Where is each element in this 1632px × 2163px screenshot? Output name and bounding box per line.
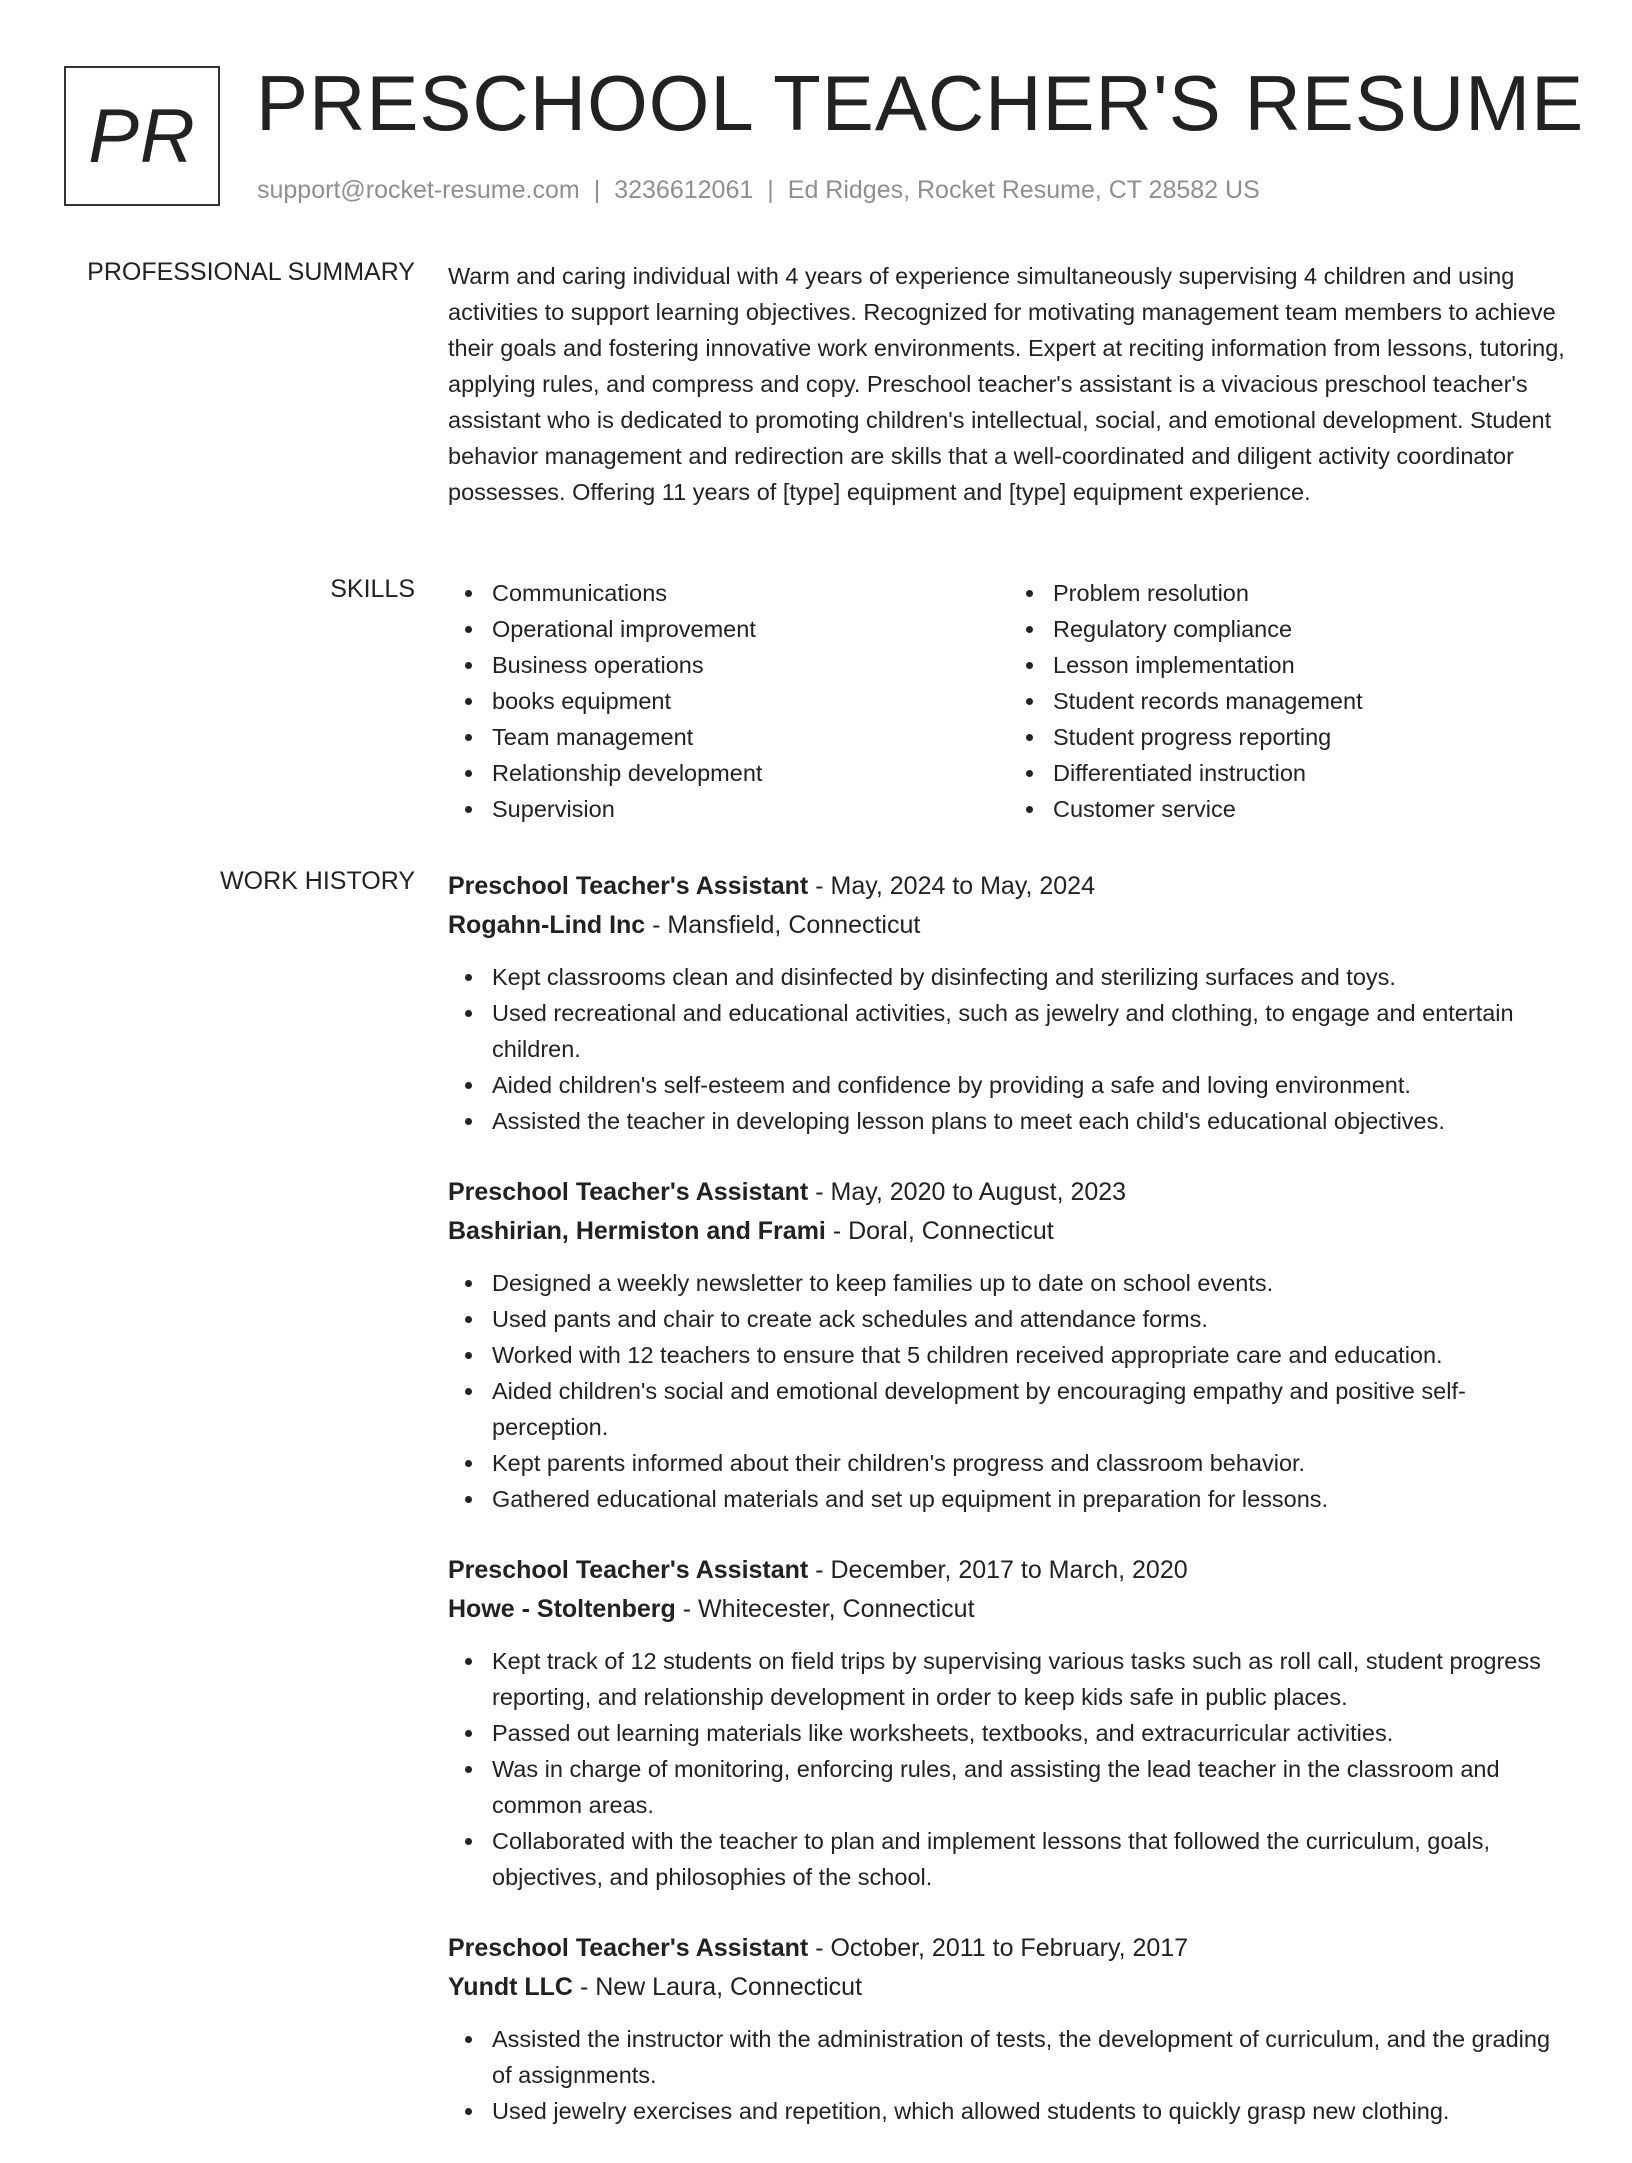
job-title-line <box>448 1551 1570 1590</box>
job-location: - Doral, Connecticut <box>832 1217 1054 1245</box>
skills-body <box>448 575 1570 827</box>
job-bullet: Was in charge of monitoring, enforcing rules, and assisting the lead teacher in the classroom and common areas. <box>492 1751 1570 1823</box>
job-bullet: Kept track of 12 students on field trips by supervising various tasks such as roll call, student progress reporting, and relationship development in order to keep kids safe in public places. <box>492 1643 1570 1715</box>
job-company-line <box>448 906 1570 945</box>
job-bullet-list <box>448 1643 1570 1895</box>
skill-item: Differentiated instruction <box>1053 755 1570 791</box>
job-bullet: Used recreational and educational activities, such as jewelry and clothing, to engage and entertain children. <box>492 995 1570 1067</box>
job-bullet: Kept classrooms clean and disinfected by disinfecting and sterilizing surfaces and toys. <box>492 959 1570 995</box>
job-title: Preschool Teacher's Assistant <box>448 872 809 900</box>
job-bullet: Gathered educational materials and set up equipment in preparation for lessons. <box>492 1481 1570 1517</box>
job-title: Preschool Teacher's Assistant <box>448 1556 809 1584</box>
skill-item: Lesson implementation <box>1053 647 1570 683</box>
job-company: Rogahn-Lind Inc <box>448 911 646 939</box>
job-bullet: Aided children's social and emotional development by encouraging empathy and positive self-perception. <box>492 1373 1570 1445</box>
job-title-line <box>448 1929 1570 1968</box>
job-bullet: Worked with 12 teachers to ensure that 5 children received appropriate care and education. <box>492 1337 1570 1373</box>
job-dates: - May, 2020 to August, 2023 <box>815 1178 1127 1206</box>
job-company-line <box>448 1968 1570 2007</box>
job-entry <box>448 1173 1570 1517</box>
job-entry <box>448 1551 1570 1895</box>
skills-list-left <box>448 575 1009 827</box>
job-bullet: Assisted the instructor with the administration of tests, the development of curriculum, and the grading of assignments. <box>492 2021 1570 2093</box>
skill-item: Operational improvement <box>492 611 1009 647</box>
skill-item: Business operations <box>492 647 1009 683</box>
skills-heading: SKILLS <box>330 575 415 603</box>
job-title: Preschool Teacher's Assistant <box>448 1178 809 1206</box>
skill-item: books equipment <box>492 683 1009 719</box>
skill-item: Student progress reporting <box>1053 719 1570 755</box>
job-company-line <box>448 1212 1570 1251</box>
job-dates: - May, 2024 to May, 2024 <box>815 872 1095 900</box>
job-bullet: Used jewelry exercises and repetition, which allowed students to quickly grasp new clothing. <box>492 2093 1570 2129</box>
job-bullet: Collaborated with the teacher to plan and implement lessons that followed the curriculum, goals, objectives, and philosophies of the school. <box>492 1823 1570 1895</box>
job-bullet: Assisted the teacher in developing lesson plans to meet each child's educational objectives. <box>492 1103 1570 1139</box>
skill-item: Student records management <box>1053 683 1570 719</box>
summary-heading: PROFESSIONAL SUMMARY <box>87 258 415 286</box>
skill-item: Regulatory compliance <box>1053 611 1570 647</box>
contact-separator: | <box>767 176 774 204</box>
contact-email: support@rocket-resume.com <box>257 176 580 204</box>
job-bullet-list <box>448 959 1570 1139</box>
job-company: Yundt LLC <box>448 1973 573 2001</box>
job-location: - Mansfield, Connecticut <box>652 911 921 939</box>
contact-separator: | <box>593 176 601 204</box>
job-company: Bashirian, Hermiston and Frami <box>448 1217 826 1245</box>
job-company: Howe - Stoltenberg <box>448 1595 676 1623</box>
job-dates: - October, 2011 to February, 2017 <box>815 1934 1189 1962</box>
job-bullet: Kept parents informed about their children's progress and classroom behavior. <box>492 1445 1570 1481</box>
work-history-body <box>448 867 1570 2163</box>
skill-item: Relationship development <box>492 755 1009 791</box>
monogram-logo: PR <box>64 66 220 206</box>
job-title: Preschool Teacher's Assistant <box>448 1934 809 1962</box>
job-title-line <box>448 867 1570 906</box>
job-location: - Whitecester, Connecticut <box>682 1595 975 1623</box>
summary-body <box>448 258 1570 510</box>
job-entry <box>448 867 1570 1139</box>
job-title-line <box>448 1173 1570 1212</box>
job-location: - New Laura, Connecticut <box>579 1973 863 2001</box>
resume-title: PRESCHOOL TEACHER'S RESUME <box>256 59 1585 147</box>
contact-address: Ed Ridges, Rocket Resume, CT 28582 US <box>787 176 1260 204</box>
job-company-line <box>448 1590 1570 1629</box>
job-dates: - December, 2017 to March, 2020 <box>815 1556 1188 1584</box>
work-history-heading: WORK HISTORY <box>220 867 415 895</box>
skill-item: Team management <box>492 719 1009 755</box>
job-bullet: Used pants and chair to create ack schedules and attendance forms. <box>492 1301 1570 1337</box>
job-bullet-list <box>448 1265 1570 1517</box>
summary-text: Warm and caring individual with 4 years of experience simultaneously supervising 4 children and using activities to support learning objectives. Recognized for motivating management team members to achieve their goals and fostering innovative work environments. Expert at reciting information from lessons, tutoring, applying rules, and compress and copy. Preschool teacher's assistant is a vivacious preschool teacher's assistant who is dedicated to promoting children's intellectual, social, and emotional development. Student behavior management and redirection are skills that a well-coordinated and diligent activity coordinator possesses. Offering 11 years of [type] equipment and [type] equipment experience. <box>448 263 1565 505</box>
skill-item: Problem resolution <box>1053 575 1570 611</box>
job-bullet: Passed out learning materials like worksheets, textbooks, and extracurricular activities. <box>492 1715 1570 1751</box>
skill-item: Customer service <box>1053 791 1570 827</box>
contact-line <box>257 176 1260 205</box>
skills-list-right <box>1009 575 1570 827</box>
job-bullet: Designed a weekly newsletter to keep families up to date on school events. <box>492 1265 1570 1301</box>
skill-item: Communications <box>492 575 1009 611</box>
skill-item: Supervision <box>492 791 1009 827</box>
job-entry <box>448 1929 1570 2129</box>
job-bullet: Aided children's self-esteem and confidence by providing a safe and loving environment. <box>492 1067 1570 1103</box>
contact-phone: 3236612061 <box>614 176 754 204</box>
job-bullet-list <box>448 2021 1570 2129</box>
